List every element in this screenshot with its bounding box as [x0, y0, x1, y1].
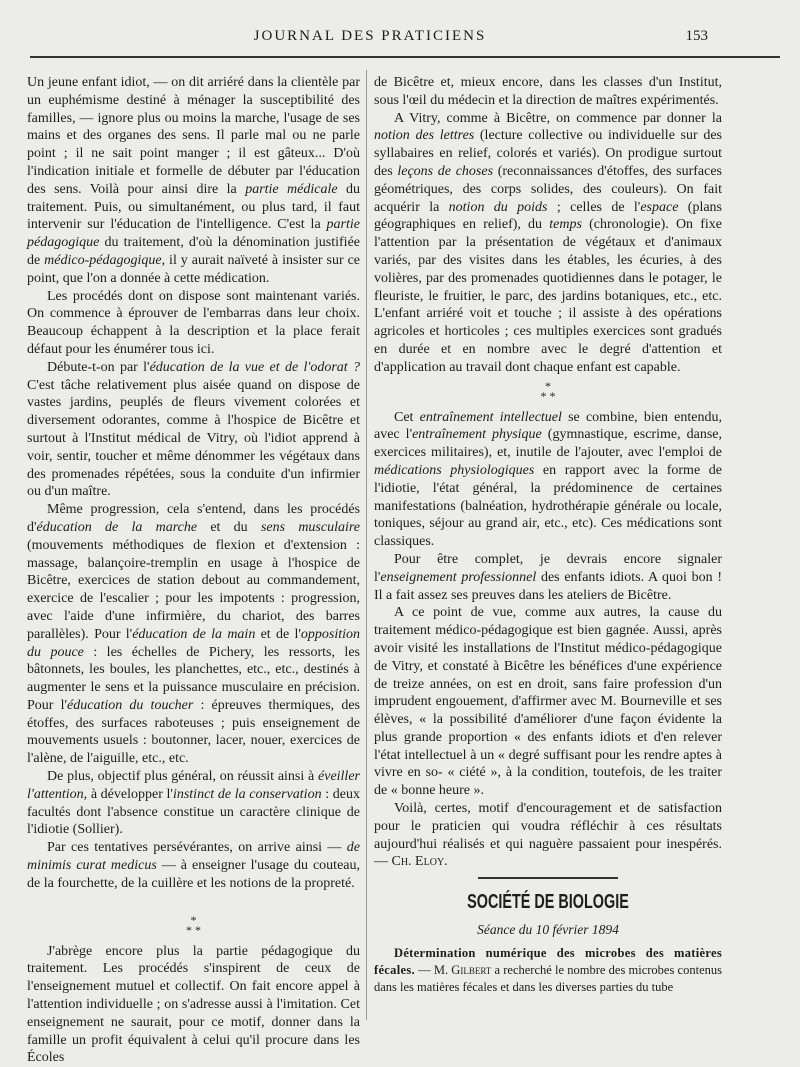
paragraph: Cet entraînement intellectuel se combine, bien entendu, avec l'entraînement physique (gymnastique, escrime, danse, exercices militaires), et, inutile de l'ajouter, avec l'emploi de médications physiologiques en rapport avec la forme de l'idiotie, l'état général, la prédominence de certaines manifestations (balnéation, hydrothérapie générale ou locale, toniques, séjour au grand air, etc., etc). Ces médications sont classiques.	[374, 409, 722, 550]
running-title: JOURNAL DES PRATICIENS	[253, 28, 487, 44]
paragraph: Voilà, certes, motif d'encouragement et de satisfaction pour le praticien qui voudra réfléchir à ces résultats aujourd'hui réalisés et qui naguère passaient pour inespérés. — Ch. Eloy.	[374, 801, 722, 870]
paragraph: Même progression, cela s'entend, dans les procédés d'éducation de la marche et du sens musculaire (mouvements méthodiques de flexion et d'extension : massage, balançoire-tremplin en usage à l'hospice de Bicêtre, exercices de station debout au commandement, exercice de l'escalier ; pour les impotents : progression, avec l'aide d'une infirmière, du chariot, des barres parallèles). Pour l'éducation de la main et de l'opposition du pouce : les échelles de Pichery, les ressorts, les bâtonnets, les boules, les planchettes, etc., etc., destinés à augmenter le sens et la puissance musculaire en précision. Pour l'éducation du toucher : épreuves thermiques, des étoffes, des surfaces raboteuses ; puis enseignement de mouvements usuels : boutonner, lacer, nouer, exercices de l'alène, de l'aiguille, etc., etc.	[27, 502, 361, 767]
paragraph: de Bicêtre et, mieux encore, dans les classes d'un Institut, sous l'œil du médecin et la direction de maîtres expérimentés.	[374, 75, 722, 108]
column-divider	[366, 70, 367, 1020]
paragraph: Les procédés dont on dispose sont maintenant variés. On commence à éprouver de l'embarras dans leur choix. Beaucoup échappent à la description et la place ferait défaut pour les énumérer tous ici.	[27, 288, 360, 357]
section-asterism: * * *	[186, 912, 201, 937]
paragraph: Débute-t-on par l'éducation de la vue et de l'odorat ? C'est tâche relativement plus aisée quand on dispose de vastes jardins, peuplés de fleurs vivement colorées et diversement odorantes, comme à l'hospice de Bicêtre et surtout à l'Institut médical de Vitry, où l'idiot apprend à voir, sentir, toucher et même dénommer les végétaux dans des promenades répétées, sous la conduite d'un infirmier ou d'un maître.	[27, 359, 361, 500]
section-heading: SOCIÉTÉ DE BIOLOGIE	[467, 891, 629, 914]
paragraph: De plus, objectif plus général, on réussit ainsi à éveiller l'attention, à développer l'instinct de la conservation : deux facultés dont l'absence constitue un caractère clinique de l'idiotie (Sollier).	[27, 769, 360, 838]
paragraph: Par ces tentatives persévérantes, on arrive ainsi — de minimis curat medicus — à enseigner l'usage du couteau, de la fourchette, de la cuillère et les notions de la propreté.	[27, 840, 360, 891]
paragraph: A ce point de vue, comme aux autres, la cause du traitement médico-pédagogique est bien gagnée. Aussi, après avoir visité les installations de l'Institut médico-pédagogique de Vitry, et constaté à Bicêtre les bénéfices d'une expérience de treize années, on est en droit, sans faire profession d'un imprudent engouement, d'affirmer avec M. Bourneville et ses élèves, « la possibilité d'améliorer d'une façon évidente la plus grande proportion « des enfants idiots et d'en relever l'état intellectuel à un « degré suffisant pour les rendre aptes à vivre en so- « ciété », à la condition, toutefois, de les traiter de « bonne heure ».	[374, 605, 722, 799]
header-rule	[30, 56, 780, 58]
right-column	[374, 74, 722, 996]
paragraph: Détermination numérique des microbes des matières fécales. — M. Gilbert a recherché le nombre des microbes contenus dans les matières fécales et dans les diverses parties du tube	[374, 946, 722, 995]
section-asterism: * * *	[540, 378, 556, 403]
page-number: 153	[685, 28, 708, 44]
paragraph: A Vitry, comme à Bicêtre, on commence par donner la notion des lettres (lecture collective ou individuelle sur des syllabaires en relief, colorés et variés). On prodigue surtout des leçons de choses (reconnaissances d'étoffes, des surfaces géométriques, des corps solides, des couleurs). On fait acquérir la notion du poids ; celles de l'espace (plans géographiques en relief), du temps (chronologie). On fixe l'attention par la présentation de végétaux et d'animaux variés, par des visites dans les étables, les écuries, à des volières, par des promenades quotidiennes dans le potager, le fleuriste, le fruitier, le parc, des jardins botaniques, etc., etc. L'enfant arriéré voit et touche ; il assiste à des opérations agricoles et horticoles ; ces multiples exercices sont gradués en durée et en nombre avec le degré d'attention et d'application au travail dont chaque enfant est capable.	[374, 110, 722, 375]
paragraph: J'abrège encore plus la partie pédagogique du traitement. Les procédés s'inspirent de ceux de l'enseignement mutuel et collectif. On fait encore appel à l'attention individuelle ; on s'adresse aussi à l'imitation. Cet enseignement ne saurait, pour ce motif, donner dans la famille un profit équivalent à celui qu'il procure dans les Écoles	[27, 943, 360, 1066]
author-signature: Ch. Eloy.	[391, 854, 448, 870]
page-header	[0, 26, 800, 52]
left-column	[27, 74, 360, 1067]
session-date: Séance du 10 février 1894	[477, 922, 619, 938]
paragraph: Pour être complet, je devrais encore signaler l'enseignement professionnel des enfants idiots. A quoi bon ! Il a fait assez ses preuves dans les ateliers de Bicêtre.	[374, 551, 722, 603]
section-rule	[478, 877, 618, 879]
paragraph: Un jeune enfant idiot, — on dit arriéré dans la clientèle par un euphémisme destiné à ménager la susceptibilité des familles, — ignore plus ou moins la marche, l'usage de ses mains et des organes des sens. Il parle mal ou ne parle point ; il ne sait point manger ; il est gâteux... D'où l'indication initiale et formelle de débuter par l'éducation des sens. Voilà pour ainsi dire la partie médicale du traitement. Puis, ou simultanément, ou plus tard, il faut intervenir sur l'éducation de l'intelligence. C'est la partie pédagogique du traitement, d'où la dénomination justifiée de médico-pédagogique, il y aurait naïveté à insister sur ce point, que l'on a donnée à cette médication.	[27, 75, 360, 286]
